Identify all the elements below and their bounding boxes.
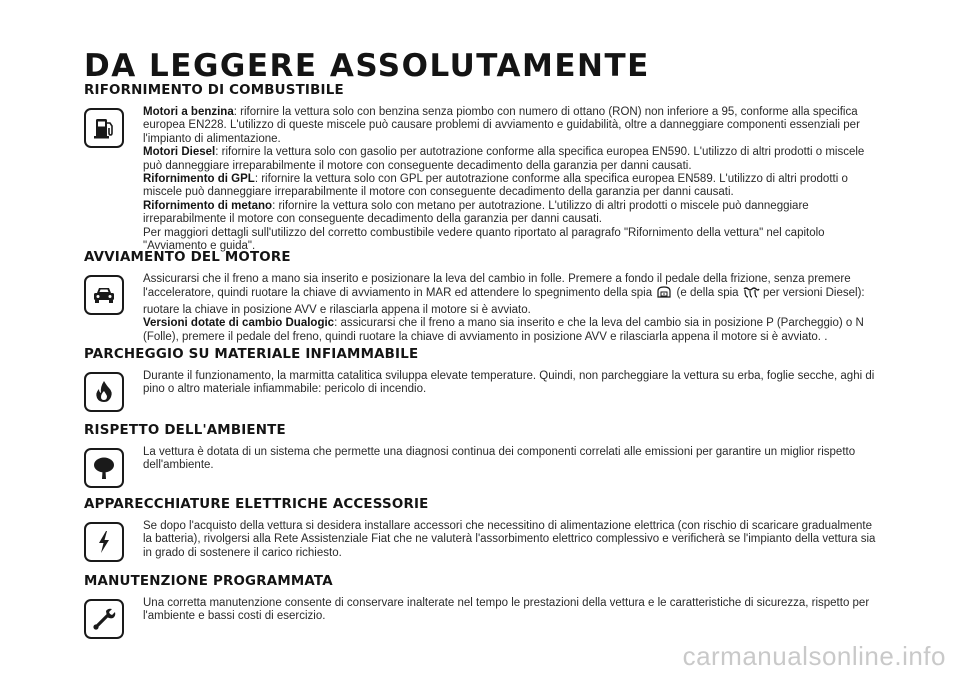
flame-icon (84, 372, 124, 412)
section-heading: RISPETTO DELL'AMBIENTE (84, 423, 286, 438)
lightning-icon (84, 522, 124, 562)
section-text (143, 597, 884, 624)
watermark: carmanualsonline.info (682, 641, 946, 671)
text-more-info: Per maggiori dettagli sull'utilizzo del corretto combustibile vedere quanto riportato al paragrafo "Rifornimento della vettura" nel capitolo "Avviamento e guida". (143, 226, 825, 253)
paragraph-petrol (143, 106, 884, 146)
section-heading: RIFORNIMENTO DI COMBUSTIBILE (84, 83, 344, 98)
label-methane: Rifornimento di metano (143, 199, 273, 212)
label-petrol: Motori a benzina (143, 106, 234, 118)
text-diesel: : rifornire la vettura solo con gasolio per autotrazione conforme alla specifica europea EN590. L'utilizzo di altri prodotti o miscele può danneggiare irreparabilmente il motore con conseguente decadimento della garanzia per danni causati. (143, 146, 865, 172)
section-text (143, 520, 884, 560)
text-lpg: : rifornire la vettura solo con GPL per autotrazione conforme alla specifica europea EN589. L'utilizzo di altri prodotti o miscele può danneggiare irreparabilmente il motore con conseguente decadimento della garanzia per danni causati. (143, 173, 848, 199)
label-dualogic: Versioni dotate di cambio Dualogic (143, 317, 335, 330)
paragraph-lpg (143, 173, 884, 200)
paragraph-methane (143, 200, 884, 227)
fuel-pump-icon (84, 108, 124, 148)
section-scheduled-maintenance (84, 574, 884, 624)
section-environment (84, 423, 884, 473)
paragraph-start (143, 273, 884, 317)
wrench-icon (84, 599, 124, 639)
section-fuel (84, 83, 884, 253)
tree-icon (84, 448, 124, 488)
text-methane: : rifornire la vettura solo con metano per autotrazione. L'utilizzo di altri prodotti o miscele può danneggiare irreparabilmente il motore con conseguente decadimento della garanzia per danni causati. (143, 199, 809, 226)
paragraph-flammable: Durante il funzionamento, la marmitta catalitica sviluppa elevate temperature. Quindi, non parcheggiare la vettura su erba, foglie secche, aghi di pino o altro materiale infiammabile: pericolo di incendio. (143, 370, 875, 396)
label-lpg: Rifornimento di GPL (143, 173, 255, 186)
section-flammable-parking (84, 347, 884, 397)
paragraph-maintenance: Una corretta manutenzione consente di conservare inalterate nel tempo le prestazioni della vettura e le caratteristiche di sicurezza, rispetto per l'ambiente e bassi costi di esercizio. (143, 597, 870, 623)
section-heading: AVVIAMENTO DEL MOTORE (84, 250, 291, 265)
section-text (143, 370, 884, 397)
section-text (143, 446, 884, 473)
text-start-b: (e della spia (676, 287, 739, 300)
section-heading: PARCHEGGIO SU MATERIALE INFIAMMABILE (84, 347, 419, 362)
paragraph-environment: La vettura è dotata di un sistema che permette una diagnosi continua dei componenti correlati alle emissioni per garantire un miglior rispetto dell'ambiente. (143, 446, 856, 472)
text-start-a: Assicurarsi che il freno a mano sia inserito e posizionare la leva del cambio in folle. Premere a fondo il pedale della frizione, senza premere l'acceleratore, quindi ruotare la chiave di avviamento in MAR ed attendere lo spegnimento della spia (143, 273, 851, 300)
section-text (143, 273, 884, 344)
text-petrol: : rifornire la vettura solo con benzina senza piombo con numero di ottano (RON) non inferiore a 95, conforme alla specifica europea EN228. L'utilizzo di queste miscele può causare problemi di avviamento e guidabilità, oltre a danneggiare componenti essenziali per l'impianto di alimentazione. (143, 106, 860, 145)
text-dualogic: : assicurarsi che il freno a mano sia inserito e che la leva del cambio sia in posizione P (Parcheggio) o N (Folle), premere il pedale del freno, quindi ruotare la chiave di avviamento in posizione AVV e rilasciarla appena il motore si è avviato. . (143, 317, 864, 343)
paragraph-dualogic (143, 317, 884, 344)
section-heading: MANUTENZIONE PROGRAMMATA (84, 574, 333, 589)
label-diesel: Motori Diesel (143, 146, 216, 159)
page-title: DA LEGGERE ASSOLUTAMENTE (84, 48, 650, 84)
car-icon (84, 275, 124, 315)
section-electrical-accessories (84, 497, 884, 560)
section-text (143, 106, 884, 253)
immobilizer-warning-light-icon (655, 286, 673, 303)
glow-plug-warning-light-icon (742, 286, 760, 303)
text-start-c: per versioni Diesel): ruotare la chiave in posizione AVV e rilasciarla appena il motore si è avviato. (143, 287, 865, 316)
section-heading: APPARECCHIATURE ELETTRICHE ACCESSORIE (84, 497, 429, 512)
paragraph-diesel (143, 146, 884, 173)
paragraph-electrical: Se dopo l'acquisto della vettura si desidera installare accessori che necessitino di alimentazione elettrica (con rischio di scaricare gradualmente la batteria), rivolgersi alla Rete Assistenziale Fiat che ne valuterà l'assorbimento elettrico complessivo e verificherà se l'impianto della vettura sia in grado di sostenere il carico richiesto. (143, 520, 876, 559)
section-engine-start (84, 250, 884, 344)
